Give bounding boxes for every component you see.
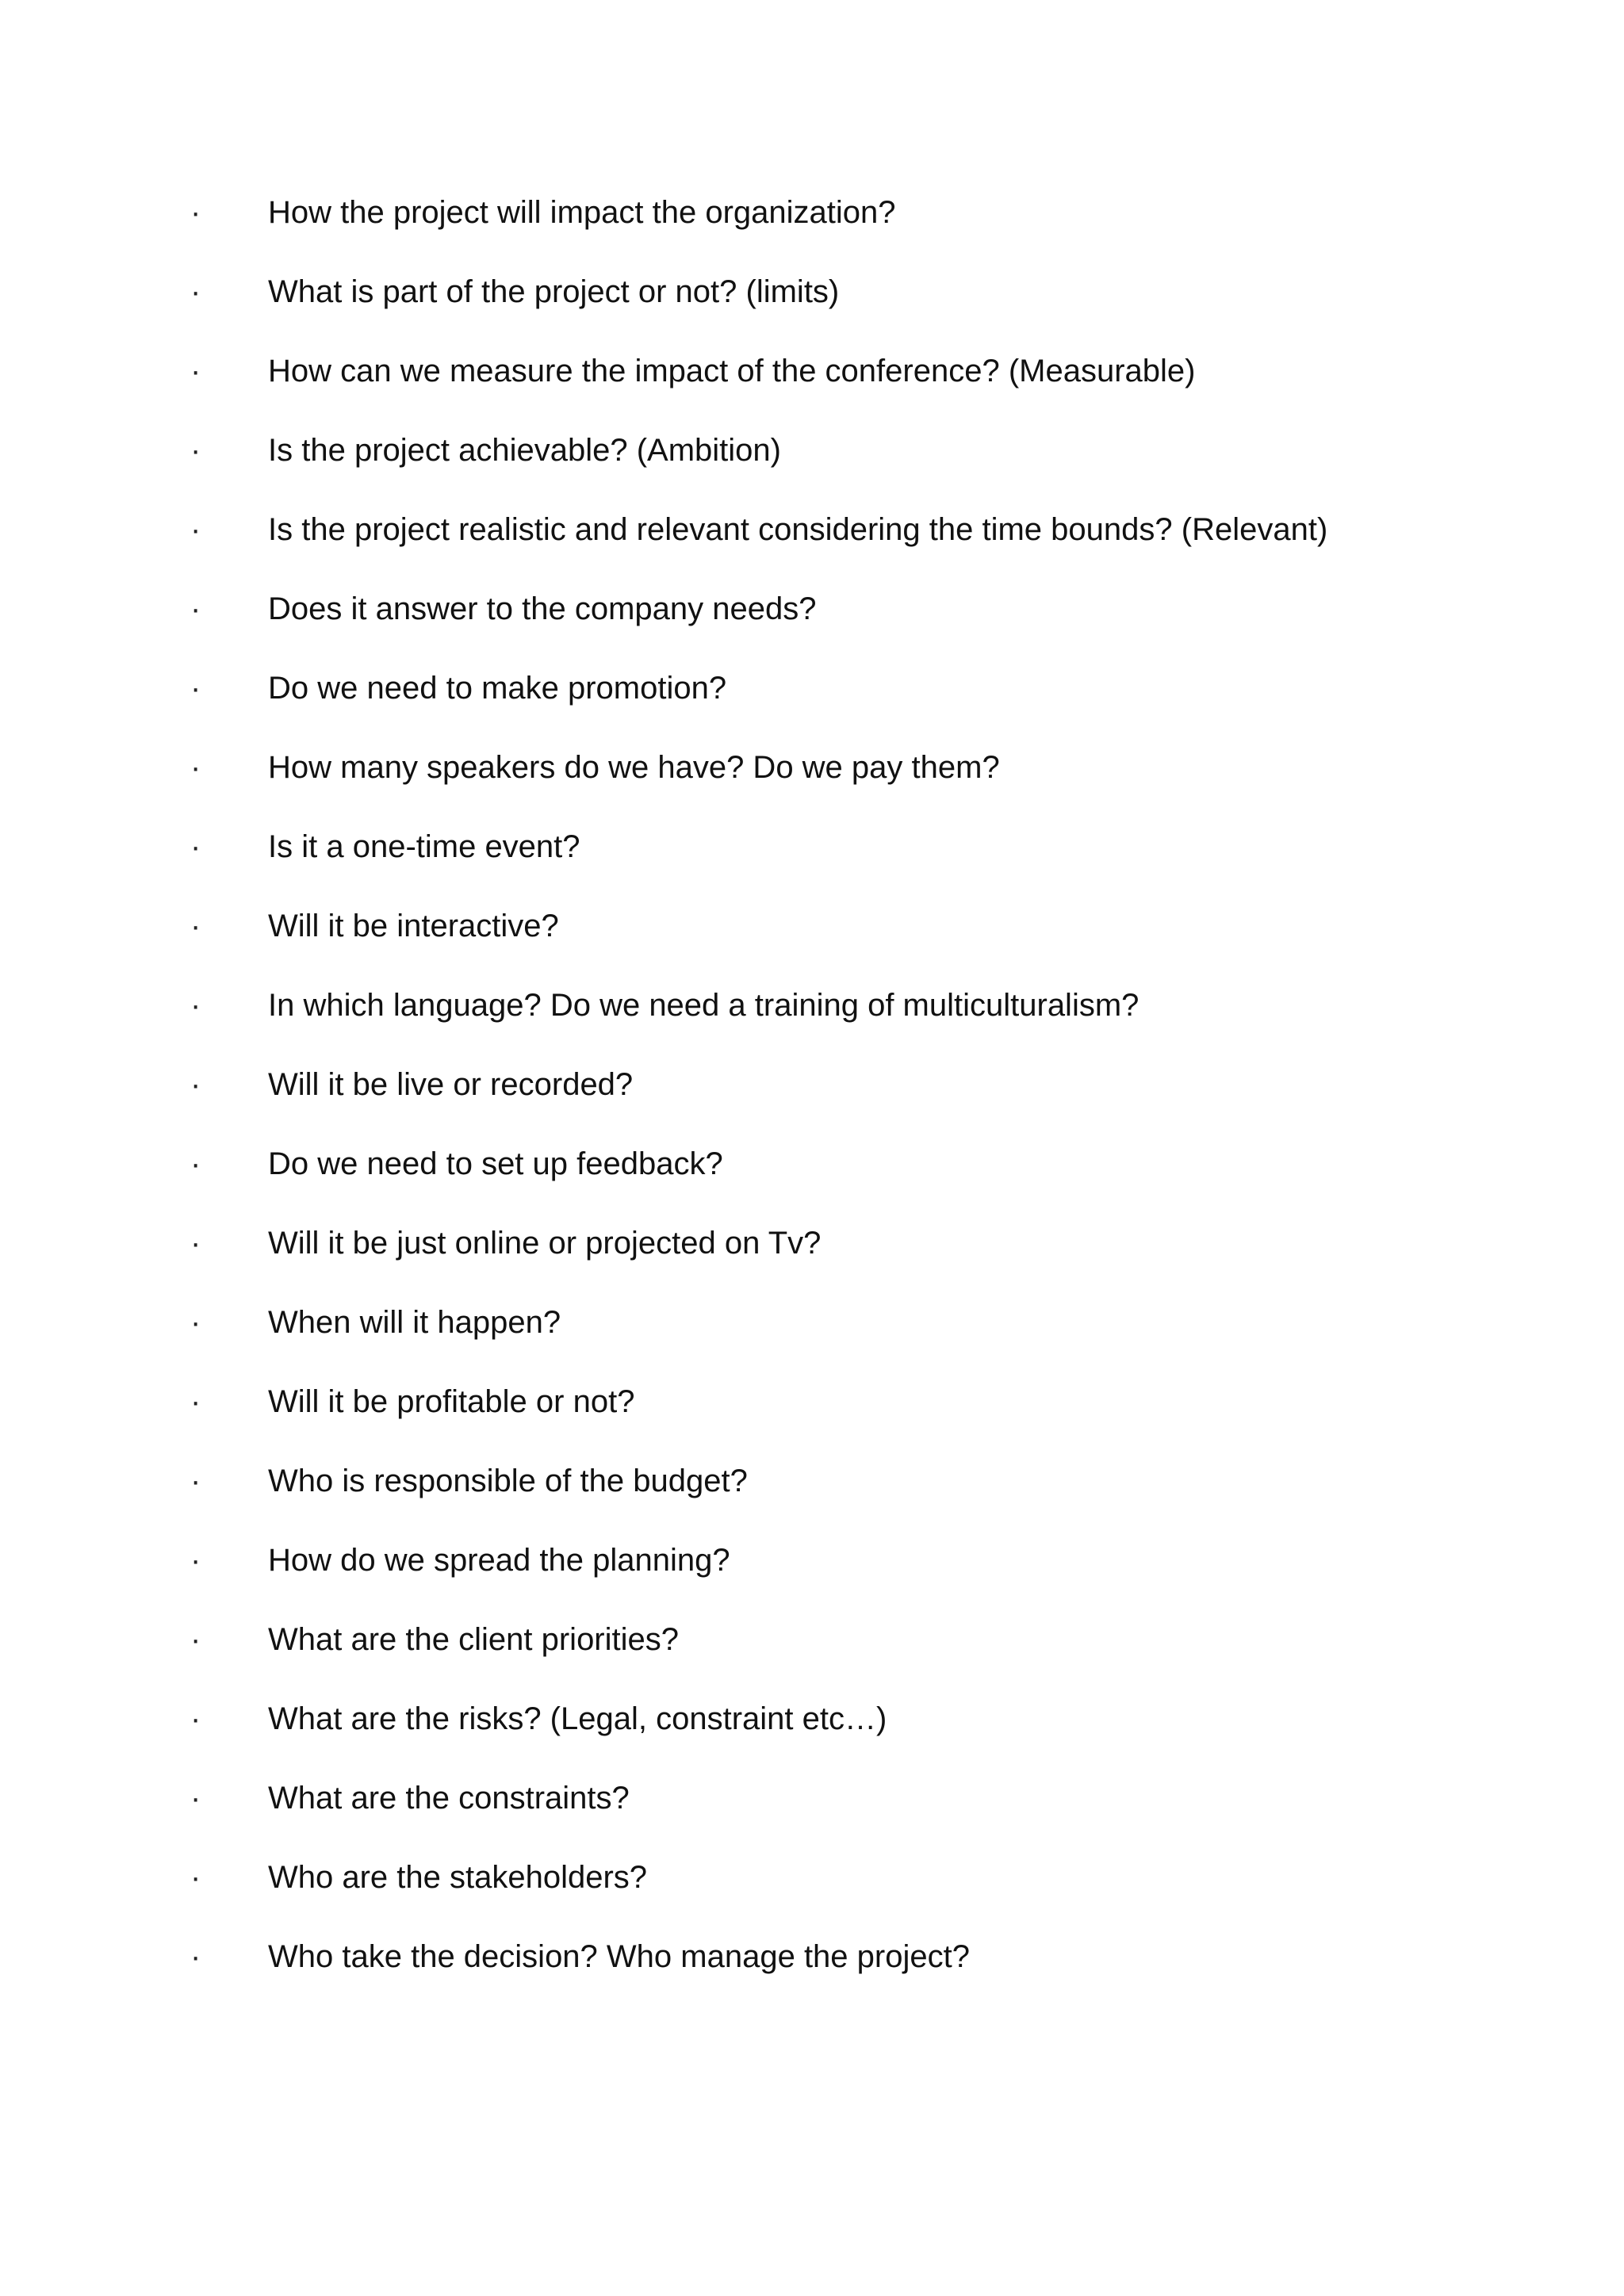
bullet-icon: · [190,1543,201,1578]
bullet-icon: · [190,274,201,309]
question-text: Do we need to set up feedback? [268,1146,723,1181]
bullet-icon: · [190,1384,201,1419]
question-text: What are the risks? (Legal, constraint etc…) [268,1701,887,1736]
question-text: In which language? Do we need a training of multiculturalism? [268,988,1139,1023]
question-text: Who take the decision? Who manage the project? [268,1939,970,1974]
question-text: How many speakers do we have? Do we pay them? [268,750,1000,785]
bullet-icon: · [190,1939,201,1974]
bullet-icon: · [190,750,201,785]
bullet-icon: · [190,1226,201,1261]
bullet-icon: · [190,433,201,468]
question-text: Will it be live or recorded? [268,1067,634,1102]
question-text: Will it be interactive? [268,909,559,943]
bullet-icon: · [190,1067,201,1102]
bullet-icon: · [190,671,201,706]
question-text: How the project will impact the organization? [268,195,896,230]
question-text: What are the client priorities? [268,1622,680,1657]
bullet-icon: · [190,1622,201,1657]
question-text: Is the project achievable? (Ambition) [268,433,781,468]
bullet-icon: · [190,1464,201,1498]
bullet-icon: · [190,1146,201,1181]
question-text: Who are the stakeholders? [268,1860,648,1895]
bullet-icon: · [190,1860,201,1895]
question-text: Will it be just online or projected on Tv? [268,1226,822,1261]
bullet-icon: · [190,1781,201,1816]
question-text: What is part of the project or not? (limits) [268,274,840,309]
question-text: How can we measure the impact of the conference? (Measurable) [268,354,1196,388]
question-text: Is it a one-time event? [268,829,580,864]
question-text: Who is responsible of the budget? [268,1464,748,1498]
question-text: When will it happen? [268,1305,561,1340]
bullet-icon: · [190,909,201,943]
question-text: How do we spread the planning? [268,1543,730,1578]
bullet-icon: · [190,988,201,1023]
bullet-icon: · [190,1701,201,1736]
question-text: Will it be profitable or not? [268,1384,635,1419]
bullet-icon: · [190,829,201,864]
question-text: Is the project realistic and relevant considering the time bounds? (Relevant) [268,512,1328,547]
bullet-icon: · [190,591,201,626]
bullet-icon: · [190,354,201,388]
question-text: What are the constraints? [268,1781,630,1816]
question-text: Does it answer to the company needs? [268,591,817,626]
bullet-icon: · [190,195,201,230]
bullet-icon: · [190,512,201,547]
question-text: Do we need to make promotion? [268,671,727,706]
bullet-icon: · [190,1305,201,1340]
